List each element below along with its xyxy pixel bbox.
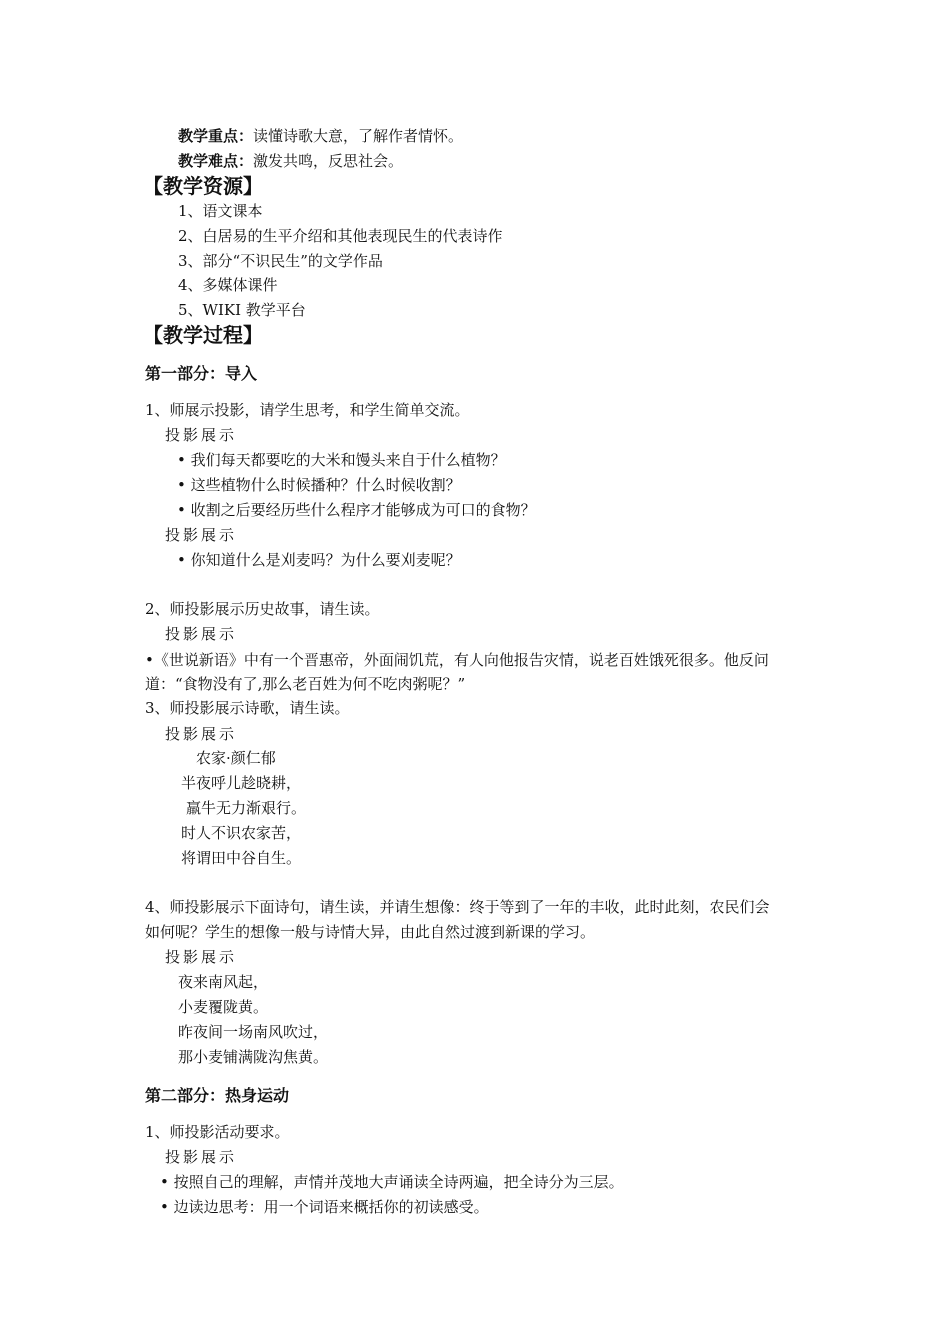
poem-line: 将谓田中谷自生。	[181, 849, 302, 867]
resources-heading: 【教学资源】	[143, 174, 263, 198]
projection-label: 投影展示	[165, 725, 238, 743]
difficulty-text: 激发共鸣，反思社会。	[253, 152, 404, 170]
verse-line: 那小麦铺满陇沟焦黄。	[178, 1048, 329, 1066]
process-heading: 【教学过程】	[143, 323, 263, 347]
projection-label: 投影展示	[165, 426, 238, 444]
resource-item: 5、WIKI 教学平台	[178, 301, 306, 319]
part1-step3: 3、师投影展示诗歌，请生读。	[145, 699, 350, 717]
question-item: • 这些植物什么时候播种？什么时候收割？	[177, 476, 461, 494]
story-line: •《世说新语》中有一个晋惠帝，外面闹饥荒，有人向他报告灾情，说老百姓饿死很多。他反问	[145, 651, 769, 669]
resource-item: 4、多媒体课件	[178, 276, 278, 294]
verse-line: 小麦覆陇黄。	[178, 998, 269, 1016]
projection-label: 投影展示	[165, 526, 238, 544]
resource-item: 2、白居易的生平介绍和其他表现民生的代表诗作	[178, 227, 503, 245]
requirement-item: • 按照自己的理解，声情并茂地大声诵读全诗两遍，把全诗分为三层。	[160, 1173, 624, 1191]
part1-step1: 1、师展示投影，请学生思考，和学生简单交流。	[145, 401, 470, 419]
poem-line: 时人不识农家苦，	[181, 824, 302, 842]
resource-item: 1、语文课本	[178, 202, 263, 220]
requirement-item: • 边读边思考：用一个词语来概括你的初读感受。	[160, 1198, 489, 1216]
question-item: • 收割之后要经历些什么程序才能够成为可口的食物？	[177, 501, 536, 519]
teaching-difficulty	[178, 151, 403, 171]
poem-title: 农家·颜仁郁	[196, 749, 276, 767]
resource-item: 3、部分“不识民生”的文学作品	[178, 252, 383, 270]
story-line: 道：“食物没有了,那么老百姓为何不吃肉粥呢？”	[145, 675, 466, 693]
difficulty-label: 教学难点：	[178, 152, 254, 170]
part1-step2: 2、师投影展示历史故事，请生读。	[145, 600, 380, 618]
part1-title: 第一部分：导入	[145, 364, 258, 383]
projection-label: 投影展示	[165, 948, 238, 966]
verse-line: 昨夜间一场南风吹过，	[178, 1023, 329, 1041]
projection-label: 投影展示	[165, 1148, 238, 1166]
question-item: • 我们每天都要吃的大米和馒头来自于什么植物？	[177, 451, 506, 469]
focus-text: 读懂诗歌大意，了解作者情怀。	[253, 127, 464, 145]
teaching-focus	[178, 126, 463, 146]
part2-title: 第二部分：热身运动	[145, 1086, 290, 1105]
projection-label: 投影展示	[165, 625, 238, 643]
focus-label: 教学重点：	[178, 127, 254, 145]
part1-step4-cont: 如何呢？学生的想像一般与诗情大异，由此自然过渡到新课的学习。	[145, 923, 596, 941]
verse-line: 夜来南风起，	[178, 973, 269, 991]
question-item: • 你知道什么是刈麦吗？为什么要刈麦呢？	[177, 551, 461, 569]
poem-line: 羸牛无力渐艰行。	[186, 799, 307, 817]
part1-step4: 4、师投影展示下面诗句，请生读，并请生想像：终于等到了一年的丰收，此时此刻，农民们会	[145, 898, 770, 916]
poem-line: 半夜呼儿趁晓耕，	[181, 774, 302, 792]
part2-step1: 1、师投影活动要求。	[145, 1123, 290, 1141]
